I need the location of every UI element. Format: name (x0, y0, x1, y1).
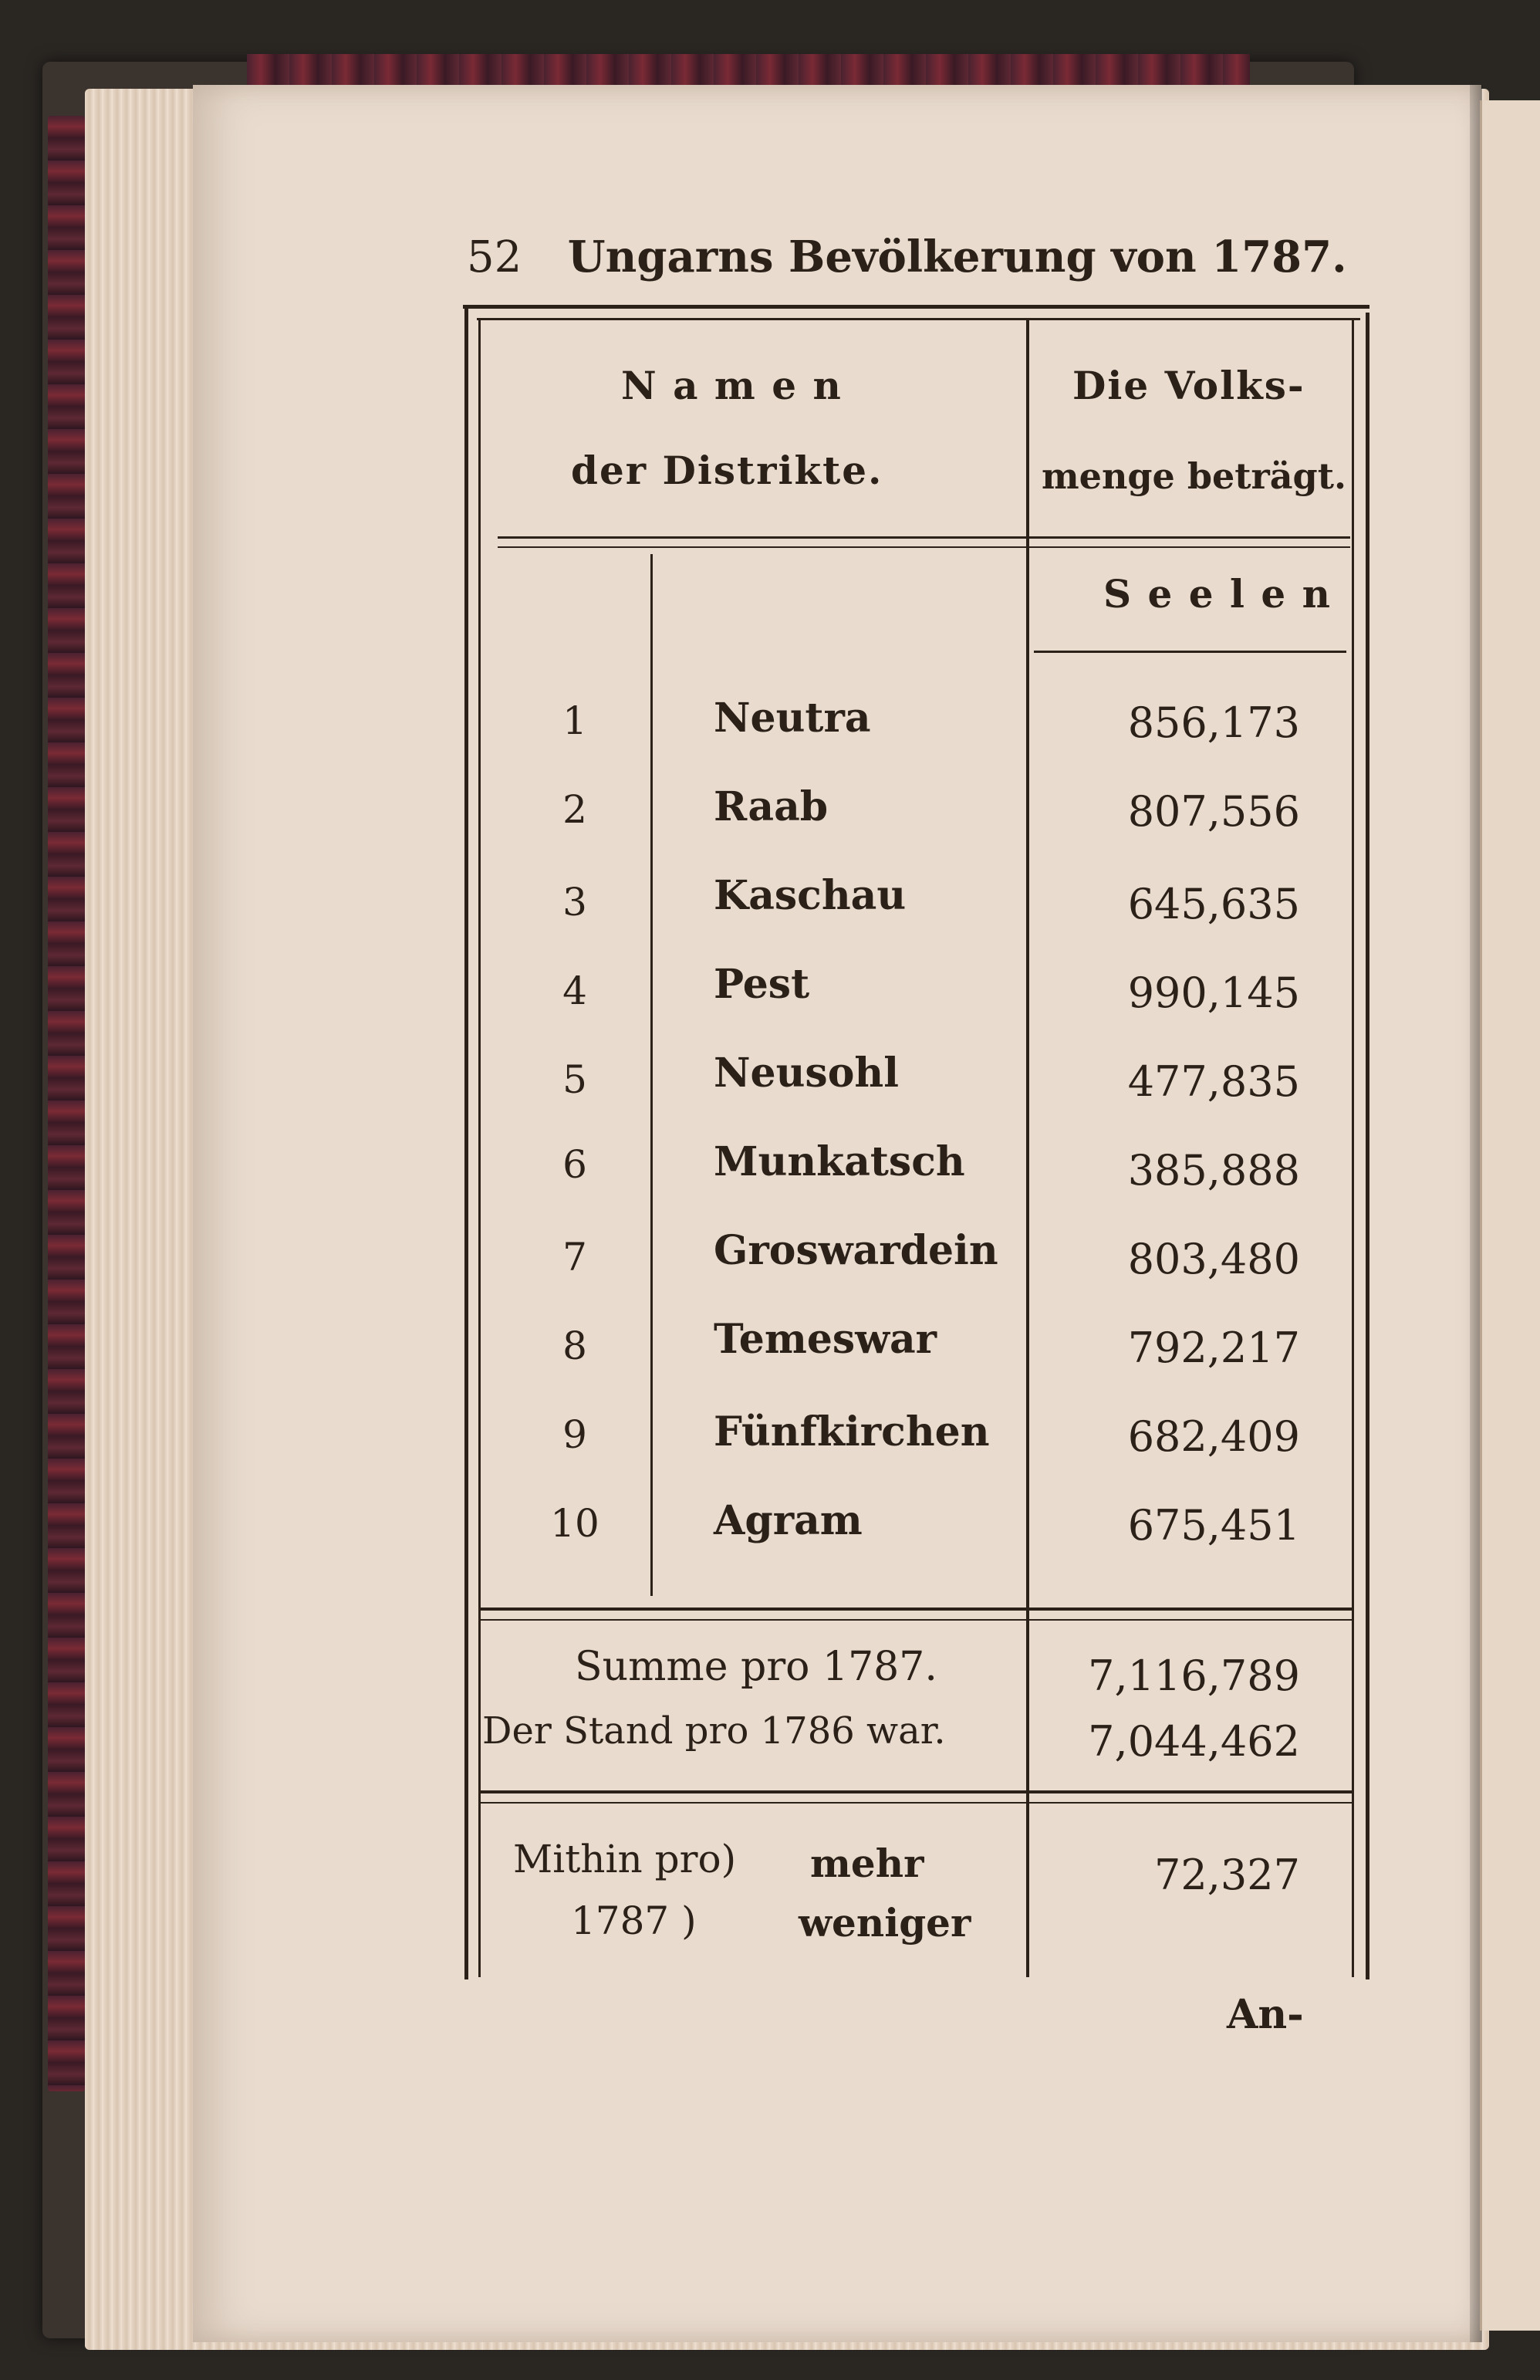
district-name: Pest (714, 961, 810, 1008)
district-name: Neutra (714, 695, 871, 742)
district-name: Agram (714, 1497, 863, 1544)
difference-more: mehr (810, 1841, 924, 1886)
header-names-line2: der Distrikte. (571, 448, 883, 493)
district-population: 856,173 (1127, 698, 1300, 747)
number-name-divider (650, 554, 653, 1596)
district-name: Munkatsch (714, 1138, 965, 1185)
district-number: 8 (562, 1324, 587, 1368)
page-number: 52 (467, 232, 522, 282)
district-population: 990,145 (1127, 969, 1300, 1017)
district-population: 682,409 (1127, 1412, 1300, 1461)
table-right-rule (1366, 313, 1369, 1979)
district-number: 1 (562, 698, 587, 743)
table-top-rule (463, 305, 1369, 309)
district-number: 4 (562, 969, 587, 1013)
district-name: Fünfkirchen (714, 1408, 990, 1455)
district-number: 3 (562, 880, 587, 925)
unit-label: S e e l e n (1103, 571, 1332, 617)
table-left-rule (464, 305, 468, 1979)
district-number: 6 (562, 1142, 587, 1187)
difference-value: 72,327 (1154, 1851, 1300, 1899)
header-population-line2: menge beträgt. (1042, 455, 1346, 497)
sum-bottom-rule (480, 1790, 1352, 1793)
district-number: 9 (562, 1412, 587, 1457)
table-top-rule-inner (477, 318, 1360, 320)
district-population: 807,556 (1127, 787, 1300, 836)
district-name: Raab (714, 783, 829, 830)
header-bottom-rule (498, 536, 1350, 539)
running-title: Ungarns Bevölkerung von 1787. (567, 232, 1347, 282)
district-number: 5 (562, 1057, 587, 1102)
rows-bottom-rule (480, 1608, 1352, 1611)
district-population: 803,480 (1127, 1235, 1300, 1283)
facing-page-edge (1480, 100, 1540, 2331)
district-population: 477,835 (1127, 1057, 1300, 1106)
district-number: 7 (562, 1235, 587, 1280)
unit-underline (1034, 651, 1346, 653)
table-right-rule-inner (1352, 318, 1354, 1977)
district-name: Neusohl (714, 1050, 899, 1097)
table-left-rule-inner (478, 318, 481, 1977)
previous-year-label: Der Stand pro 1786 war. (482, 1709, 946, 1753)
header-names-line1: N a m e n (621, 363, 843, 408)
district-name: Temeswar (714, 1316, 937, 1363)
district-population: 792,217 (1127, 1324, 1300, 1372)
catchword: An- (1227, 1991, 1304, 2038)
district-population: 675,451 (1127, 1501, 1300, 1550)
header-population-line1: Die Volks- (1072, 363, 1305, 408)
sum-bottom-rule-2 (480, 1802, 1352, 1804)
sum-label: Summe pro 1787. (575, 1644, 937, 1690)
difference-label-line2: 1787 ) (571, 1898, 697, 1943)
district-name: Kaschau (714, 872, 907, 919)
rows-bottom-rule-2 (480, 1619, 1352, 1621)
district-population: 645,635 (1127, 880, 1300, 928)
running-header (467, 232, 1347, 293)
district-name: Groswardein (714, 1227, 998, 1274)
difference-label-line1: Mithin pro) (513, 1837, 737, 1881)
district-number: 10 (550, 1501, 599, 1546)
district-number: 2 (562, 787, 587, 832)
sum-value: 7,116,789 (1088, 1651, 1300, 1700)
district-population: 385,888 (1127, 1146, 1300, 1195)
previous-year-value: 7,044,462 (1088, 1717, 1300, 1766)
header-bottom-rule-2 (498, 546, 1350, 548)
difference-less: weniger (799, 1900, 971, 1946)
marbled-edge-left (48, 116, 85, 2091)
